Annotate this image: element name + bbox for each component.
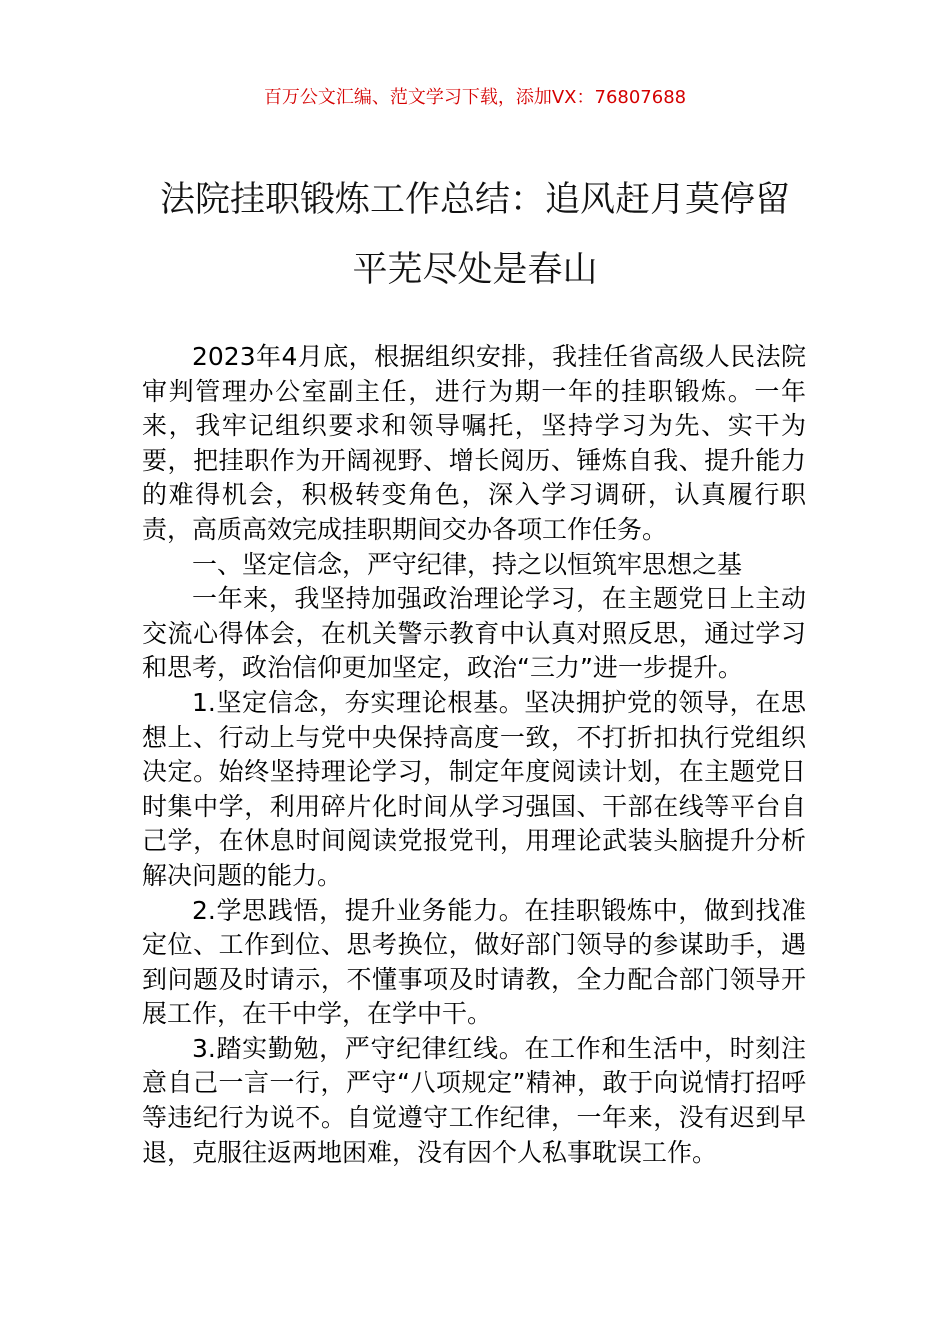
document-title-line-2: 平芜尽处是春山 xyxy=(352,250,598,290)
paragraph-section-1-summary: 一年来，我坚持加强政治理论学习，在主题党日上主动交流心得体会，在机关警示教育中认真对照反思，通过学习和思考，政治信仰更加坚定，政治“三力”进一步提升。 xyxy=(142,584,806,683)
document-title-line-1: 法院挂职锻炼工作总结：追风赶月莫停留 xyxy=(159,180,790,220)
paragraph-point-2: 2.学思践悟，提升业务能力。在挂职锻炼中，做到找准定位、工作到位、思考换位，做好部门领导的参谋助手，遇到问题及时请示，不懂事项及时请教，全力配合部门领导开展工作，在干中学，在学中干。 xyxy=(142,895,806,1029)
header-note: 百万公文汇编、范文学习下载，添加VX：76807688 xyxy=(263,87,687,108)
section-heading-1: 一、坚定信念，严守纪律，持之以恒筑牢思想之基 xyxy=(192,549,743,579)
document-body xyxy=(142,340,806,1170)
paragraph-point-1: 1.坚定信念，夯实理论根基。坚决拥护党的领导，在思想上、行动上与党中央保持高度一致，不打折扣执行党组织决定。始终坚持理论学习，制定年度阅读计划，在主题党日时集中学，利用碎片化时间从学习强国、干部在线等平台自己学，在休息时间阅读党报党刊，用理论武装头脑提升分析解决问题的能力。 xyxy=(142,687,806,890)
paragraph-intro: 2023年4月底，根据组织安排，我挂任省高级人民法院审判管理办公室副主任，进行为期一年的挂职锻炼。一年来，我牢记组织要求和领导嘱托，坚持学习为先、实干为要，把挂职作为开阔视野、增长阅历、锤炼自我、提升能力的难得机会，积极转变角色，深入学习调研，认真履行职责，高质高效完成挂职期间交办各项工作任务。 xyxy=(142,342,806,544)
paragraph-point-3: 3.踏实勤勉，严守纪律红线。在工作和生活中，时刻注意自己一言一行，严守“八项规定”精神，敢于向说情打招呼等违纪行为说不。自觉遵守工作纪律，一年来，没有迟到早退，克服往返两地困难，没有因个人私事耽误工作。 xyxy=(142,1033,806,1167)
